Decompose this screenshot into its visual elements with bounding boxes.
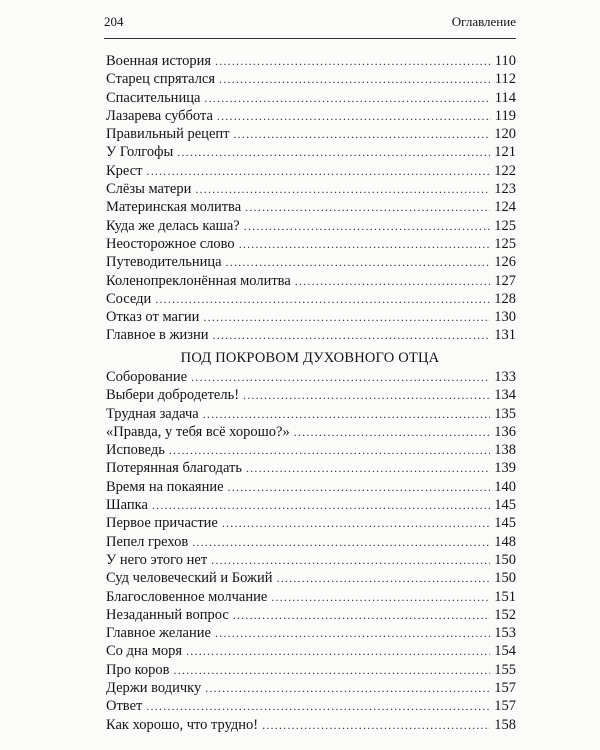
- toc-entry-page: 140: [494, 478, 516, 495]
- dot-leader: [211, 551, 490, 569]
- toc-entry[interactable]: [106, 642, 516, 660]
- dot-leader: [215, 624, 490, 642]
- dot-leader: [295, 272, 490, 290]
- dot-leader: [213, 326, 491, 344]
- toc-entry-title: «Правда, у тебя всё хорошо?»: [106, 423, 290, 440]
- dot-leader: [244, 217, 491, 235]
- toc-entry[interactable]: [106, 441, 516, 459]
- toc-entry[interactable]: [106, 217, 516, 235]
- dot-leader: [203, 308, 490, 326]
- dot-leader: [155, 290, 490, 308]
- dot-leader: [169, 441, 490, 459]
- dot-leader: [177, 143, 490, 161]
- dot-leader: [186, 642, 490, 660]
- toc-entry[interactable]: [106, 89, 516, 107]
- dot-leader: [219, 70, 491, 88]
- toc-entry-page: 131: [494, 327, 516, 344]
- toc-entry-page: 151: [494, 588, 516, 605]
- toc-entry-title: Про коров: [106, 661, 170, 678]
- dot-leader: [215, 52, 491, 70]
- toc-entry-title: Держи водичку: [106, 680, 202, 697]
- dot-leader: [262, 716, 490, 734]
- toc-list-second: [106, 368, 516, 734]
- toc-entry-title: У него этого нет: [106, 551, 208, 568]
- dot-leader: [277, 569, 491, 587]
- dot-leader: [243, 386, 490, 404]
- toc-entry-page: 155: [494, 661, 516, 678]
- toc-entry[interactable]: [106, 235, 516, 253]
- toc-entry-title: Крест: [106, 162, 143, 179]
- toc-entry-page: 128: [494, 290, 516, 307]
- toc-entry-title: Главное желание: [106, 625, 211, 642]
- toc-entry-title: Неосторожное слово: [106, 235, 235, 252]
- toc-entry-page: 150: [494, 551, 516, 568]
- toc-entry-title: Куда же делась каша?: [106, 217, 240, 234]
- dot-leader: [245, 198, 490, 216]
- toc-entry-title: Правильный рецепт: [106, 126, 230, 143]
- toc-entry-title: Благословенное молчание: [106, 588, 268, 605]
- toc-entry-page: 139: [494, 460, 516, 477]
- toc-entry-title: Отказ от магии: [106, 309, 200, 326]
- toc-entry-page: 154: [494, 643, 516, 660]
- toc-entry-title: Ответ: [106, 698, 143, 715]
- toc-entry-title: Главное в жизни: [106, 327, 209, 344]
- toc-entry[interactable]: [106, 326, 516, 344]
- toc-entry[interactable]: [106, 198, 516, 216]
- toc-entry-title: Пепел грехов: [106, 533, 189, 550]
- dot-leader: [192, 533, 490, 551]
- dot-leader: [233, 125, 490, 143]
- toc-entry[interactable]: [106, 368, 516, 386]
- toc-entry[interactable]: [106, 551, 516, 569]
- dot-leader: [246, 459, 490, 477]
- toc-entry-page: 122: [494, 162, 516, 179]
- dot-leader: [217, 107, 491, 125]
- toc-entry[interactable]: [106, 70, 516, 88]
- toc-entry-page: 152: [494, 606, 516, 623]
- toc-entry-page: 153: [494, 625, 516, 642]
- toc-entry-page: 125: [494, 235, 516, 252]
- toc-entry[interactable]: [106, 606, 516, 624]
- toc-entry-title: Соборование: [106, 369, 188, 385]
- toc-entry-page: 135: [494, 405, 516, 422]
- toc-entry-page: 145: [494, 497, 516, 514]
- running-title: Оглавление: [451, 14, 516, 29]
- toc-entry[interactable]: [106, 180, 516, 198]
- toc-entry-title: Трудная задача: [106, 405, 199, 422]
- toc-entry-page: 150: [494, 570, 516, 587]
- toc-entry[interactable]: [106, 478, 516, 496]
- toc-entry-page: 148: [494, 533, 516, 550]
- dot-leader: [239, 235, 491, 253]
- toc-entry-page: 120: [494, 126, 516, 143]
- toc-entry-title: Соседи: [106, 290, 152, 307]
- page-number: 204: [104, 14, 124, 29]
- toc-entry[interactable]: [106, 423, 516, 441]
- dot-leader: [146, 697, 490, 715]
- toc-entry-page: 145: [494, 515, 516, 532]
- toc-entry-page: 136: [494, 423, 516, 440]
- toc-entry-page: 119: [494, 107, 516, 124]
- toc-entry[interactable]: [106, 533, 516, 551]
- toc-entry-page: 134: [494, 387, 516, 404]
- toc-entry-title: Первое причастие: [106, 515, 218, 532]
- header-rule: [104, 38, 516, 39]
- dot-leader: [195, 180, 490, 198]
- toc-entry[interactable]: [106, 52, 516, 70]
- toc-entry[interactable]: [106, 459, 516, 477]
- toc-entry-title: У Голгофы: [106, 144, 174, 161]
- toc-entry-title: Как хорошо, что трудно!: [106, 716, 259, 733]
- toc-entry-title: Исповедь: [106, 442, 165, 459]
- toc-entry-page: 157: [494, 680, 516, 697]
- toc-entry-title: Со дна моря: [106, 643, 183, 660]
- dot-leader: [228, 478, 491, 496]
- toc-entry[interactable]: [106, 496, 516, 514]
- toc-entry-page: 138: [494, 442, 516, 459]
- toc-entry[interactable]: [106, 253, 516, 271]
- toc-entry-page: 123: [494, 181, 516, 198]
- dot-leader: [294, 423, 491, 441]
- section-heading: ПОД ПОКРОВОМ ДУХОВНОГО ОТЦА: [180, 350, 440, 366]
- toc-entry[interactable]: [106, 569, 516, 587]
- toc-entry-page: 130: [494, 309, 516, 326]
- toc-entry[interactable]: [106, 697, 516, 715]
- dot-leader: [205, 679, 490, 697]
- toc-entry-title: Коленопреклонённая молитва: [106, 272, 291, 289]
- toc-list-first: [106, 52, 516, 345]
- toc-entry-page: 127: [494, 272, 516, 289]
- toc-entry-title: Слёзы матери: [106, 181, 192, 198]
- toc-entry[interactable]: [106, 290, 516, 308]
- toc-entry-page: 126: [494, 254, 516, 271]
- toc-entry[interactable]: [106, 661, 516, 679]
- toc-entry-page: 112: [494, 71, 516, 88]
- toc-entry-title: Материнская молитва: [106, 199, 242, 216]
- toc-entry-page: 158: [494, 716, 516, 733]
- dot-leader: [222, 514, 490, 532]
- toc-entry[interactable]: [106, 143, 516, 161]
- toc-entry-title: Суд человеческий и Божий: [106, 570, 273, 587]
- dot-leader: [174, 661, 491, 679]
- toc-entry-page: 125: [494, 217, 516, 234]
- toc-entry-title: Старец спрятался: [106, 71, 216, 88]
- dot-leader: [271, 588, 490, 606]
- toc-entry-title: Выбери добродетель!: [106, 387, 240, 404]
- toc-entry-title: Шапка: [106, 497, 148, 514]
- toc-entry-page: 114: [494, 89, 516, 106]
- toc-entry[interactable]: [106, 588, 516, 606]
- toc-entry-title: Незаданный вопрос: [106, 606, 229, 623]
- toc-entry[interactable]: [106, 125, 516, 143]
- dot-leader: [204, 89, 490, 107]
- toc-entry[interactable]: [106, 107, 516, 125]
- toc-entry[interactable]: [106, 308, 516, 326]
- toc-entry-title: Лазарева суббота: [106, 107, 213, 124]
- dot-leader: [226, 253, 491, 271]
- toc-entry[interactable]: [106, 272, 516, 290]
- toc-entry-page: 121: [494, 144, 516, 161]
- dot-leader: [203, 405, 491, 423]
- toc-entry-page: 124: [494, 199, 516, 216]
- toc-entry-title: Потерянная благодать: [106, 460, 242, 477]
- toc-entry-title: Время на покаяние: [106, 478, 224, 495]
- toc-entry[interactable]: [106, 386, 516, 404]
- toc-entry[interactable]: [106, 679, 516, 697]
- dot-leader: [147, 162, 491, 180]
- toc-entry-page: 157: [494, 698, 516, 715]
- dot-leader: [152, 496, 490, 514]
- toc-entry[interactable]: [106, 405, 516, 423]
- dot-leader: [233, 606, 490, 624]
- toc-entry[interactable]: [106, 624, 516, 642]
- dot-leader: [191, 368, 490, 386]
- toc-entry-page: 133: [494, 369, 516, 385]
- toc-entry[interactable]: [106, 162, 516, 180]
- toc-entry-title: Военная история: [106, 53, 212, 69]
- page-header: [104, 12, 516, 32]
- toc-entry[interactable]: [106, 716, 516, 734]
- toc-entry-title: Спасительница: [106, 89, 201, 106]
- toc-entry[interactable]: [106, 514, 516, 532]
- toc-entry-title: Путеводительница: [106, 254, 222, 271]
- toc-entry-page: 110: [494, 53, 516, 69]
